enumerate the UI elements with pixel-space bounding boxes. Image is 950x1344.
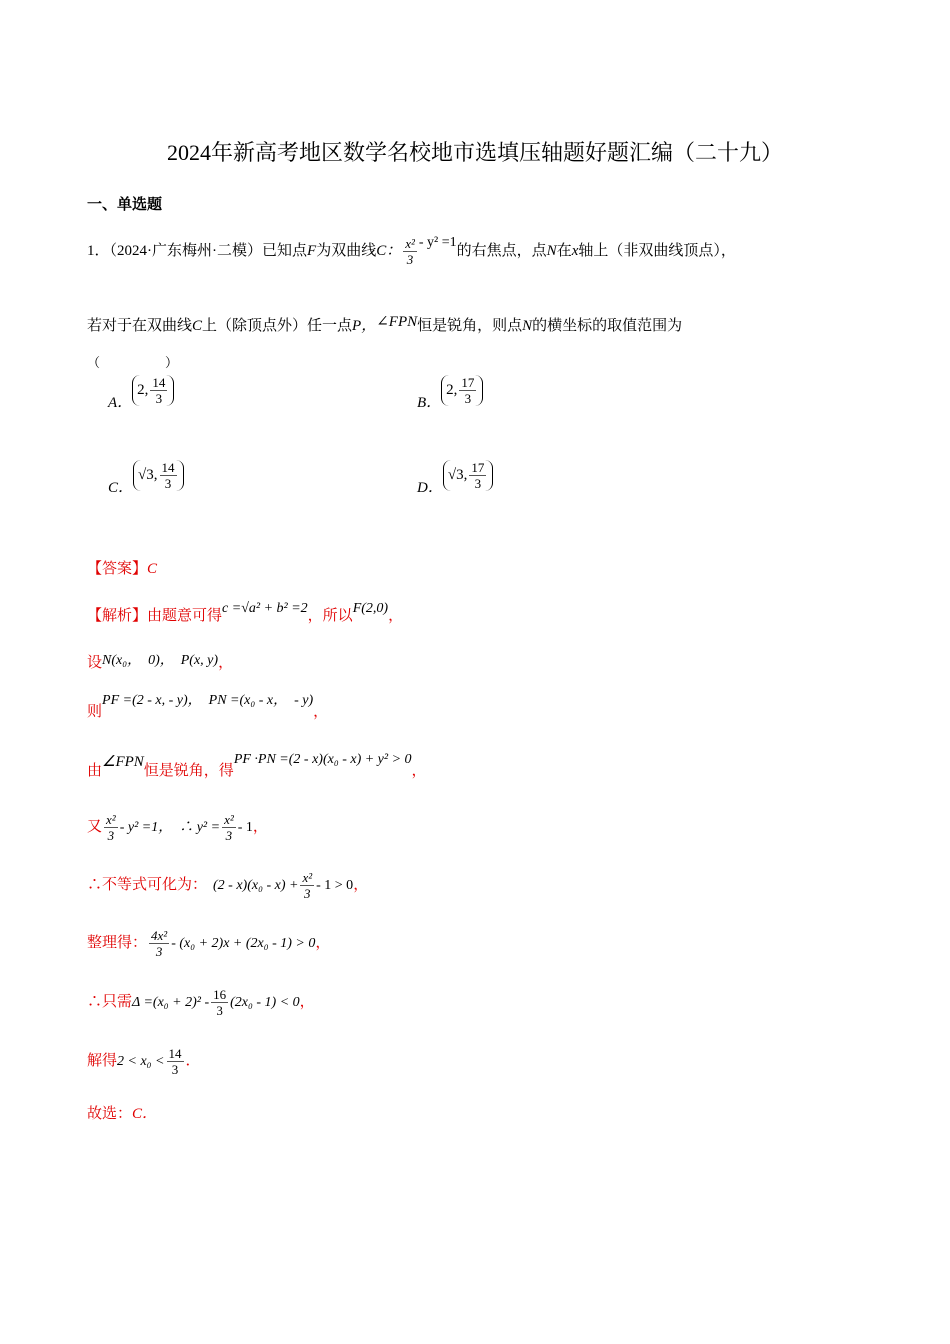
option-a[interactable] [108,375,174,419]
math: N(x₀， 0)， P(x, y) [102,653,219,668]
question-text: 的右焦点，点 [456,242,547,259]
math: PF ·PN =(2 - x)(x₀ - x) + y² > 0 [233,752,412,767]
section-heading: 一、单选题 [87,197,163,213]
answer-line [87,557,157,578]
numerator: x² [106,812,116,827]
question-text: （2024·广东梅州·二模）已知点 [109,242,308,259]
question-text: 为双曲线 [316,242,377,259]
interval-left: √3, [447,466,468,483]
numerator: x² [405,236,415,251]
question-text: 上（除顶点外）任一点 [202,318,353,334]
text: ∴只需 [87,993,133,1010]
option-d[interactable] [417,460,493,504]
denominator: 3 [464,391,472,406]
math: c =√a² + b² =2 [222,601,308,616]
final-answer: C． [132,1106,158,1122]
solution-tag: 【解析】 [87,608,148,624]
math: - 1 > 0 [316,877,354,893]
fraction [222,812,236,843]
math-equation: - y² =1 [418,234,457,250]
denominator: 3 [304,886,311,901]
text: ， [411,763,427,779]
text: 又 [87,818,103,835]
denominator: 3 [474,476,482,491]
answer-tag: 【答案】 [87,561,148,577]
interval [132,375,174,406]
math-F: F [307,242,317,259]
math-x: x [571,242,579,259]
text: 恒是锐角，得 [143,763,234,779]
solution-line-6 [87,870,368,901]
interval [441,375,483,406]
question-text: 恒是锐角，则点 [417,318,523,334]
math: - (x₀ + 2)x + (2x₀ - 1) > 0 [171,935,316,951]
interval [443,460,493,491]
fraction [150,375,167,406]
numerator: 17 [461,375,475,390]
fraction [459,375,476,406]
page-title: 2024年新高考地区数学名校地市选填压轴题好题汇编（二十九） [166,140,783,165]
question-line-1 [87,236,736,267]
question-number: 1． [87,242,110,259]
math-N: N [522,318,533,334]
text: ， [313,704,329,720]
denominator: 3 [107,828,115,843]
denominator: 3 [155,391,163,406]
option-label: D． [417,479,443,496]
text: ， [353,876,369,893]
math: PF =(2 - x, - y)， PN =(x₀ - x， - y) [102,693,314,708]
fraction [469,460,486,491]
denominator: 3 [155,944,163,959]
numerator: 16 [213,987,227,1002]
fraction [160,460,177,491]
option-label: B． [417,394,442,411]
solution-line-7 [87,928,330,959]
math: - 1 [237,819,253,835]
fraction [300,870,314,901]
answer-blank: （ ） [87,355,179,370]
math-angle: ∠FPN [376,314,418,330]
interval-left: 2, [137,381,149,398]
numerator: x² [302,870,313,885]
denominator: 3 [171,1062,179,1077]
denominator: 3 [225,828,233,843]
text: 由题意可得 [147,608,223,624]
solution-line-2 [87,651,233,672]
text: 则 [87,704,103,720]
text: 整理得： [87,934,148,951]
text: ， [252,818,268,835]
solution-line-10 [87,1102,157,1123]
math: 2 < x₀ < [117,1053,165,1069]
numerator: 17 [471,460,485,475]
fraction [211,987,228,1018]
numerator: 4x² [151,928,168,943]
solution-line-8 [87,987,315,1018]
math-C: C： [376,242,402,259]
fraction [167,1046,184,1077]
numerator: 14 [168,1046,182,1061]
answer-value: C [147,561,158,577]
solution-line-5 [87,812,268,843]
text: 设 [87,655,103,671]
text: ， [315,934,331,951]
option-b[interactable] [417,375,483,419]
math: Δ =(x₀ + 2)² - [132,994,210,1010]
math-N: N [546,242,557,259]
denominator: 3 [406,252,414,267]
question-line-2 [87,314,682,335]
solution-line-3 [87,693,329,721]
question-text: 在 [556,242,572,259]
text: ， [218,655,234,671]
math: (2 - x)(x₀ - x) + [213,877,299,893]
interval-left: 2, [446,381,458,398]
text: 解得 [87,1052,118,1069]
numerator: 14 [152,375,166,390]
text: ， [299,993,315,1010]
question-text: 若对于在双曲线 [87,318,193,334]
text: ，所以 [307,608,353,624]
text: ， [388,608,404,624]
math: (2x₀ - 1) < 0 [230,994,300,1010]
numerator: x² [224,812,234,827]
math-C: C [192,318,203,334]
solution-line-4 [87,752,427,780]
question-text: 轴上（非双曲线顶点）， [578,242,736,259]
option-label: C． [108,479,134,496]
solution-line-9 [87,1046,201,1077]
solution-line-1 [87,601,404,625]
fraction [104,812,118,843]
denominator: 3 [164,476,172,491]
text: ∴不等式可化为： [87,876,208,893]
math: ∠FPN [102,754,144,770]
question-text: 的横坐标的取值范围为 [532,318,683,334]
interval [133,460,183,491]
fraction [403,236,417,267]
text: ． [185,1052,201,1069]
math-P: P， [352,318,377,334]
interval-left: √3, [138,466,158,483]
text: 故选： [87,1106,133,1122]
math: F(2,0) [352,601,389,616]
numerator: 14 [161,460,175,475]
fraction [149,928,169,959]
option-c[interactable] [108,460,184,504]
math: - y² =1， ∴ y² = [119,819,221,835]
text: 由 [87,763,103,779]
option-label: A． [108,394,133,411]
denominator: 3 [216,1003,223,1018]
